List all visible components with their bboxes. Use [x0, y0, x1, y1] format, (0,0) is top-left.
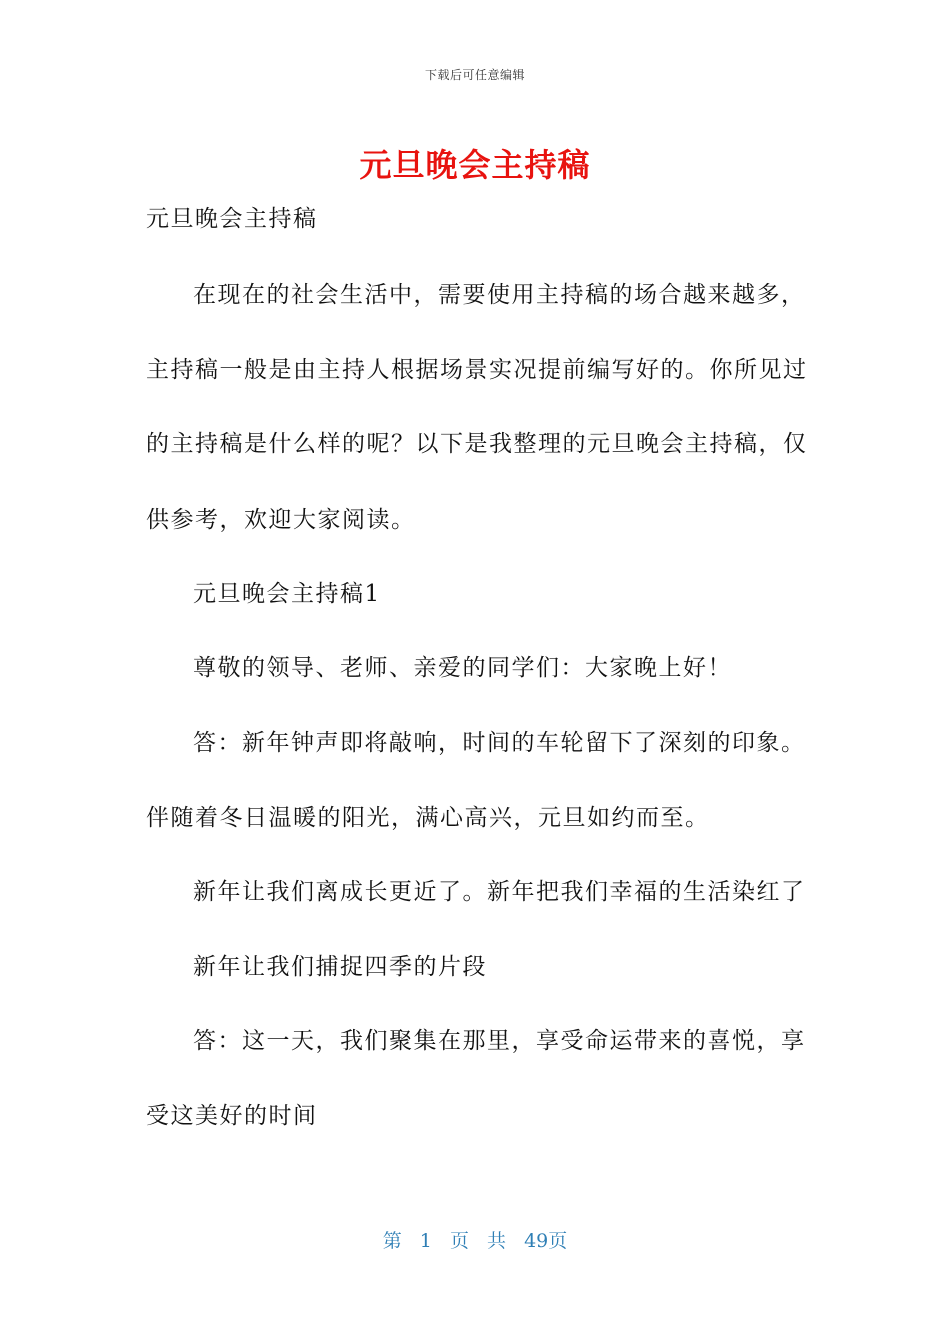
body-line: 伴随着冬日温暖的阳光，满心高兴，元旦如约而至。: [146, 805, 710, 831]
body-line: 答：这一天，我们聚集在那里，享受命运带来的喜悦，享: [193, 1028, 806, 1054]
body-line: 受这美好的时间: [146, 1103, 318, 1129]
header-note: 下载后可任意编辑: [424, 68, 525, 82]
footer-total-pages: 49页: [524, 1230, 568, 1252]
body-line: 尊敬的领导、老师、亲爱的同学们：大家晚上好！: [193, 655, 732, 681]
page-footer: [0, 1226, 950, 1253]
body-line: 新年让我们捕捉四季的片段: [193, 954, 487, 980]
body-line: 主持稿一般是由主持人根据场景实况提前编写好的。你所见过: [146, 357, 808, 383]
section-heading: 元旦晚会主持稿1: [193, 581, 381, 607]
body-line-subtitle: 元旦晚会主持稿: [146, 206, 318, 232]
body-line: 答：新年钟声即将敲响，时间的车轮留下了深刻的印象。: [193, 730, 806, 756]
body-line: 新年让我们离成长更近了。新年把我们幸福的生活染红了: [193, 879, 806, 905]
body-line: 供参考，欢迎大家阅读。: [146, 507, 416, 533]
body-line: 在现在的社会生活中，需要使用主持稿的场合越来越多，: [193, 282, 806, 308]
document-title: 元旦晚会主持稿: [359, 146, 591, 184]
body-line: 的主持稿是什么样的呢？以下是我整理的元旦晚会主持稿，仅: [146, 431, 808, 457]
footer-page-number: 1: [419, 1230, 432, 1252]
footer-total-word: 共: [487, 1230, 507, 1252]
footer-page-word: 页: [449, 1230, 469, 1252]
footer-prefix: 第: [382, 1230, 402, 1252]
